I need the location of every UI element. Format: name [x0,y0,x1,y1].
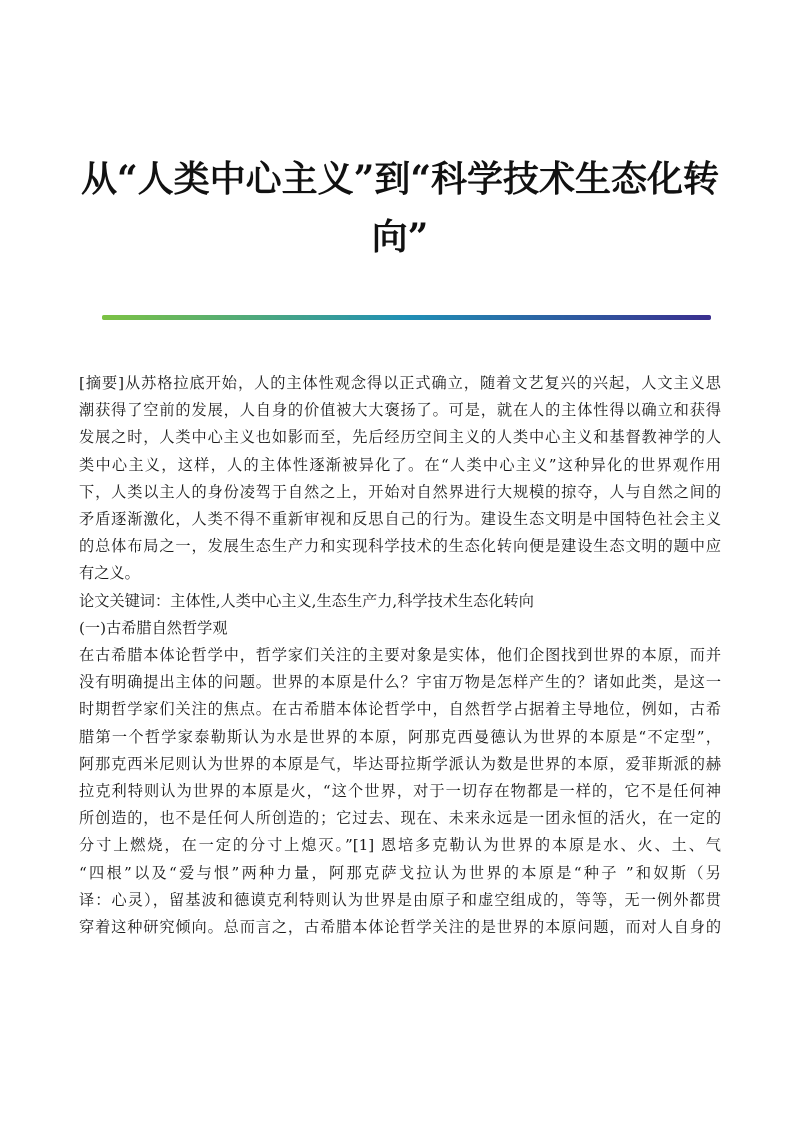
abstract-line: 矛盾逐渐激化，人类不得不重新审视和反思自己的行为。建设生态文明是中国特色社会主义 [79,510,721,529]
body-line: 分寸上燃烧，在一定的分寸上熄灭。”[1] 恩培多克勒认为世界的本原是水、火、土、气 [79,836,721,855]
abstract-line: 发展之时，人类中心主义也如影而至，先后经历空间主义的人类中心主义和基督教神学的人 [79,428,721,447]
abstract-line: 的总体布局之一，发展生态生产力和实现科学技术的生态化转向便是建设生态文明的题中应 [79,537,721,556]
body-line: 所创造的，也不是任何人所创造的；它过去、现在、未来永远是一团永恒的活火，在一定的 [79,809,721,828]
abstract-line: 类中心主义，这样，人的主体性逐渐被异化了。在“人类中心主义”这种异化的世界观作用 [79,455,721,474]
body-paragraph [79,642,721,941]
abstract-paragraph [79,370,721,588]
body-line: 腊第一个哲学家泰勒斯认为水是世界的本原，阿那克西曼德认为世界的本原是“不定型”， [79,727,721,746]
body-line: 拉克利特则认为世界的本原是火，“这个世界，对于一切存在物都是一样的，它不是任何神 [79,782,721,801]
body-line: “四根”以及“爱与恨”两种力量，阿那克萨戈拉认为世界的本原是“种子 ”和奴斯（另 [79,863,721,882]
abstract-line: 有之义。 [79,564,140,583]
document-body [79,370,721,941]
body-line: 时期哲学家们关注的焦点。在古希腊本体论哲学中，自然哲学占据着主导地位，例如，古希 [79,700,721,719]
body-line: 在古希腊本体论哲学中，哲学家们关注的主要对象是实体，他们企图找到世界的本原，而并 [79,646,721,665]
abstract-line: 潮获得了空前的发展，人自身的价值被大大褒扬了。可是，就在人的主体性得以确立和获得 [79,401,721,420]
section-heading: (一)古希腊自然哲学观 [79,618,228,637]
body-line: 没有明确提出主体的问题。世界的本原是什么？宇宙万物是怎样产生的？诸如此类，是这一 [79,673,721,692]
document-title [60,150,740,266]
title-line-1: 从“人类中心主义”到“科学技术生态化转 [80,158,720,200]
abstract-line: [摘要]从苏格拉底开始，人的主体性观念得以正式确立，随着文艺复兴的兴起，人文主义思 [79,374,721,392]
title-line-2: 向” [371,216,429,258]
body-line: 穿着这种研究倾向。总而言之，古希腊本体论哲学关注的是世界的本原问题，而对人自身的 [79,918,721,937]
body-line: 阿那克西米尼则认为世界的本原是气，毕达哥拉斯学派认为数是世界的本原，爱菲斯派的赫 [79,754,721,773]
keywords-line: 论文关键词：主体性,人类中心主义,生态生产力,科学技术生态化转向 [79,591,534,610]
title-divider [102,315,711,320]
body-line: 译：心灵），留基波和德谟克利特则认为世界是由原子和虚空组成的，等等，无一例外都贯 [79,890,721,909]
abstract-line: 下，人类以主人的身份凌驾于自然之上，开始对自然界进行大规模的掠夺，人与自然之间的 [79,482,721,501]
